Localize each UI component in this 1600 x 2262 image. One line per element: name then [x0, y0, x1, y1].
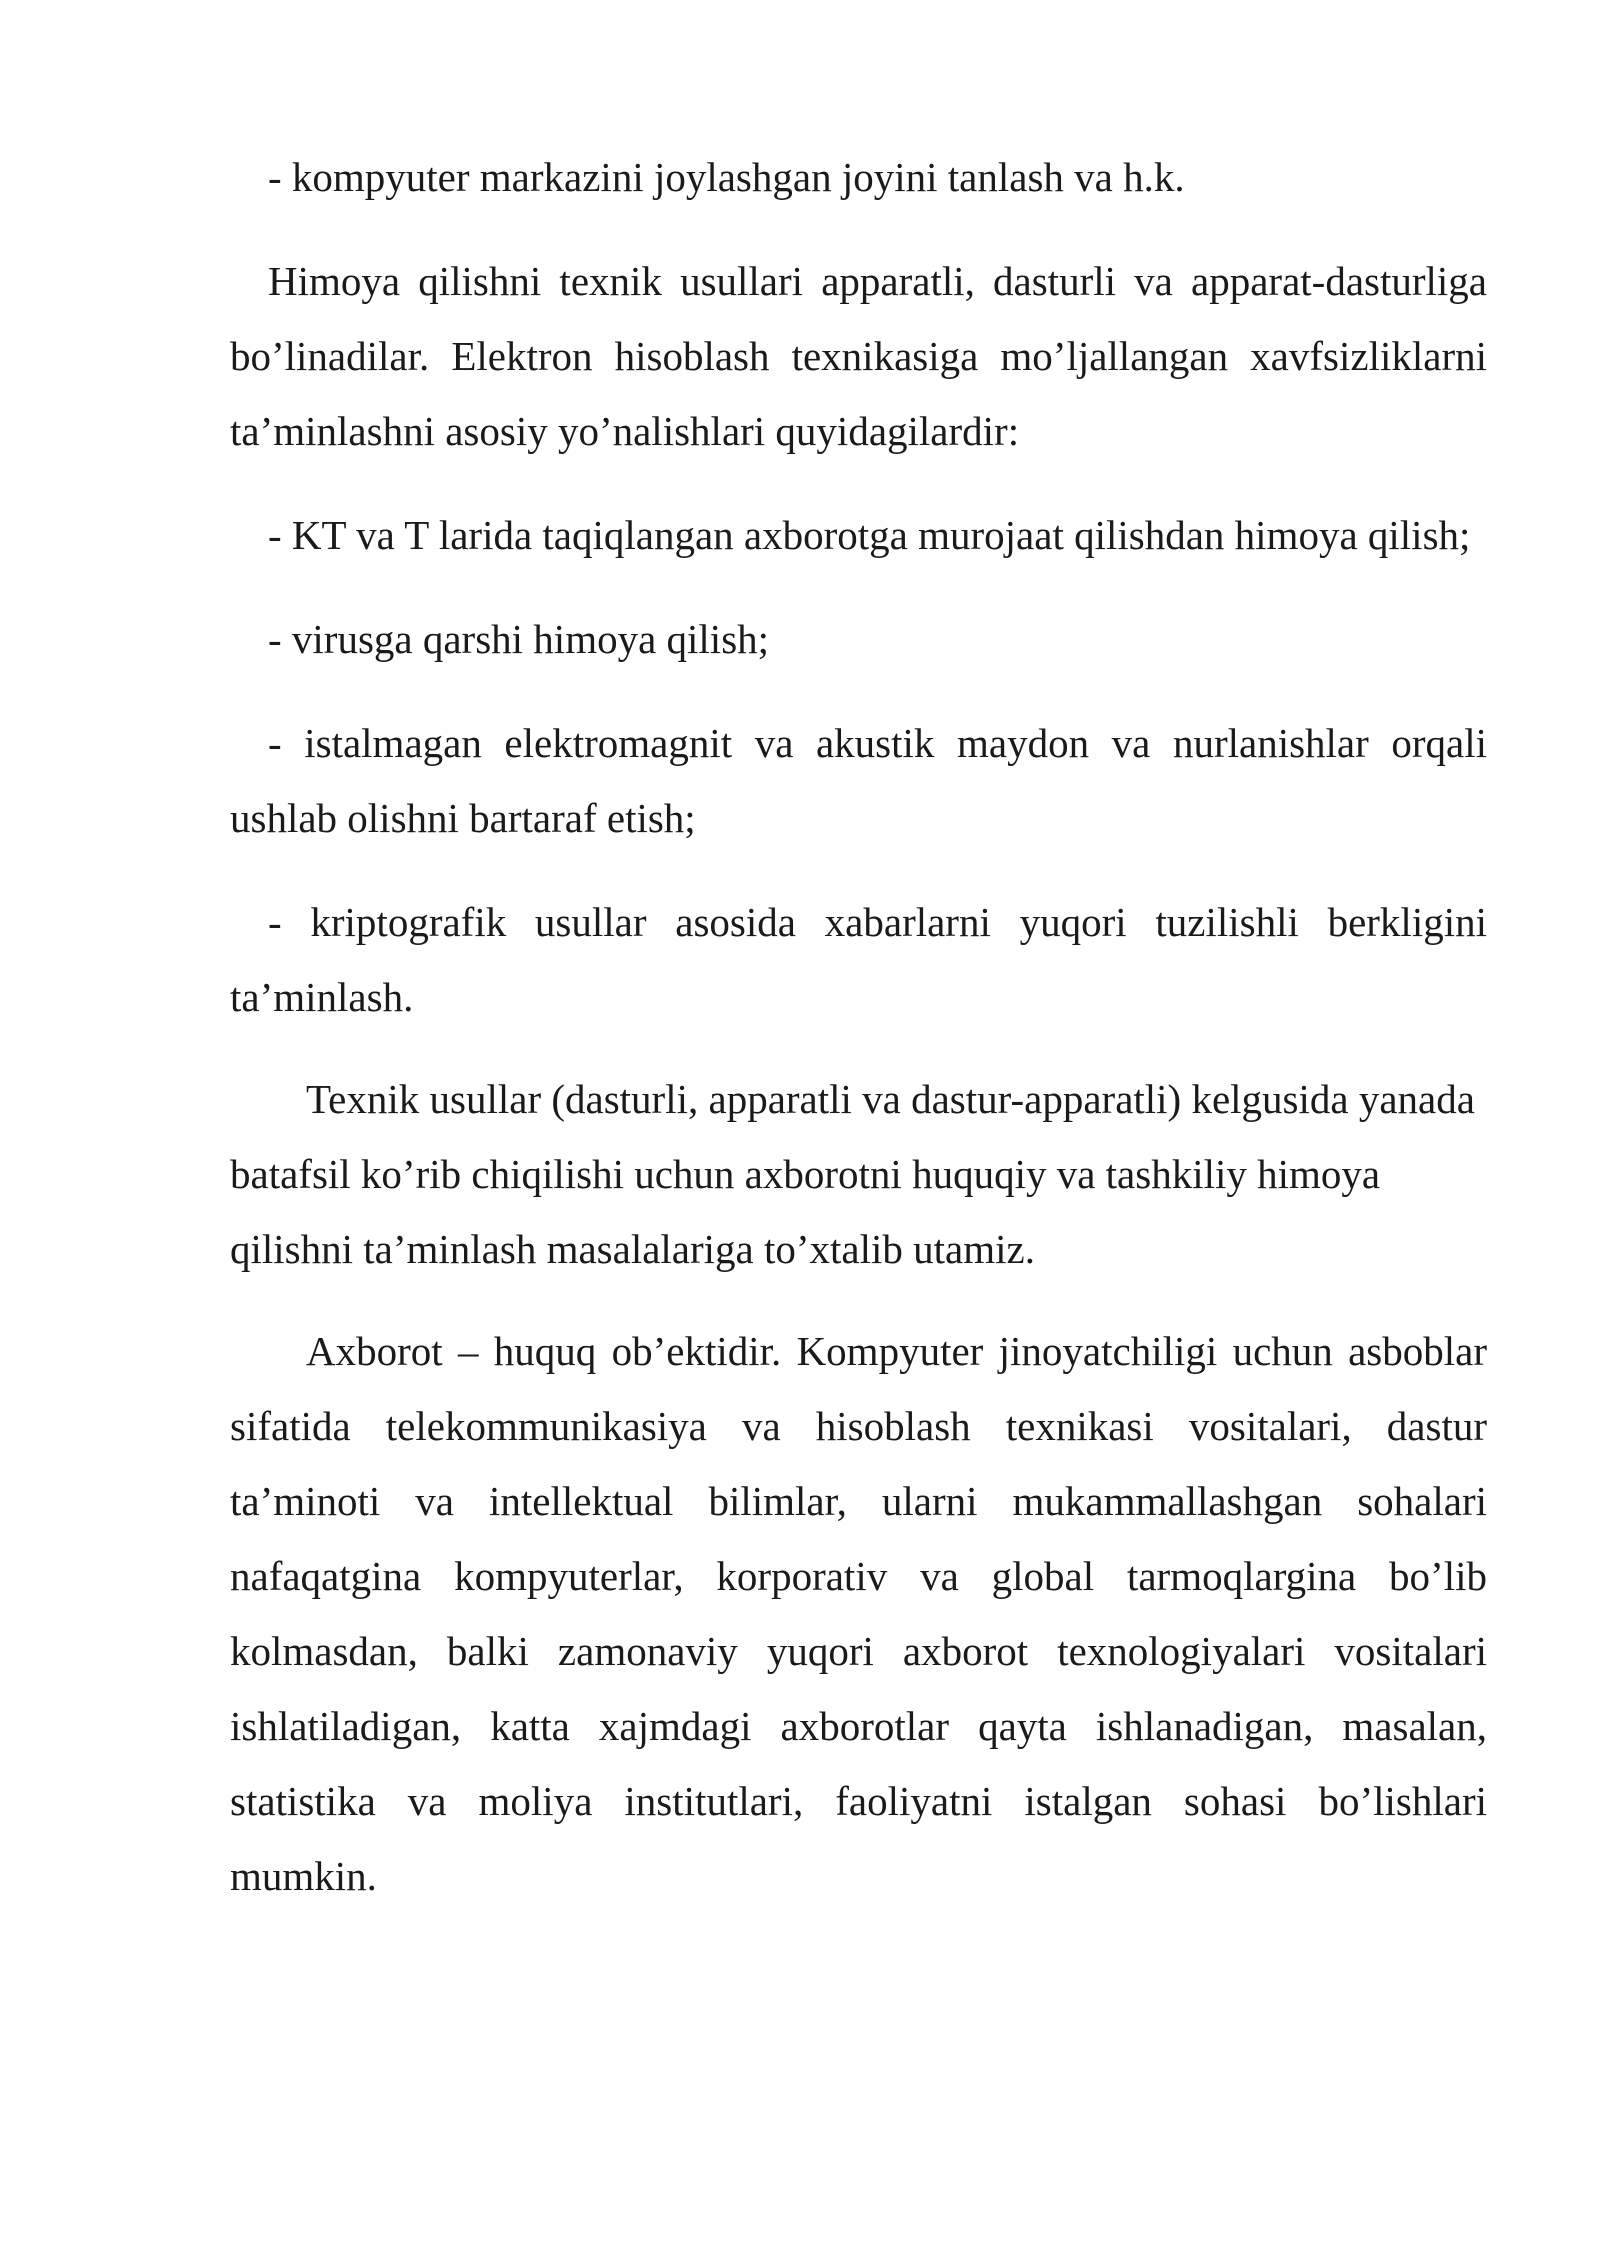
list-item-access-protection: - KT va T larida taqiqlangan axborotga murojaat qilishdan himoya qilish;	[268, 512, 1471, 558]
list-item-antivirus: - virusga qarshi himoya qilish;	[268, 616, 770, 662]
list-item-emission-protection: - istalmagan elektromagnit va akustik maydon va nurlanishlar orqali ushlab olishni bartaraf etish;	[230, 720, 1487, 841]
paragraph-information-law: Axborot – huquq ob’ektidir. Kompyuter jinoyatchiligi uchun asboblar sifatida telekommunikasiya va hisoblash texnikasi vositalari, dastur ta’minoti va intellektual bilimlar, ularni mukammallashgan sohalari nafaqatgina kompyuterlar, korporativ va global tarmoqlargina bo’lib kolmasdan, balki zamonaviy yuqori axborot texnologiyalari vositalari ishlatiladigan, katta xajmdagi axborotlar qayta ishlanadigan, masalan, statistika va moliya institutlari, faoliyatni istalgan sohasi bo’lishlari mumkin.	[230, 1328, 1487, 1899]
paragraph-technical-methods: Himoya qilishni texnik usullari apparatli, dasturli va apparat-dasturliga bo’linadilar. Elektron hisoblash texnikasiga mo’ljallangan xavfsizliklarni ta’minlashni asosiy yo’nalishlari quyidagilardir:	[230, 258, 1487, 454]
paragraph-technical-methods-future: Texnik usullar (dasturli, apparatli va dastur-apparatli) kelgusida yanada batafsil ko’rib chiqilishi uchun axborotni huquqiy va tashkiliy himoya qilishni ta’minlash masalalariga to’xtalib utamiz.	[230, 1076, 1475, 1272]
document-page	[230, 140, 1487, 1914]
list-item-cryptography: - kriptografik usullar asosida xabarlarni yuqori tuzilishli berkligini ta’minlash.	[230, 899, 1487, 1020]
list-item-location: - kompyuter markazini joylashgan joyini tanlash va h.k.	[268, 154, 1185, 200]
